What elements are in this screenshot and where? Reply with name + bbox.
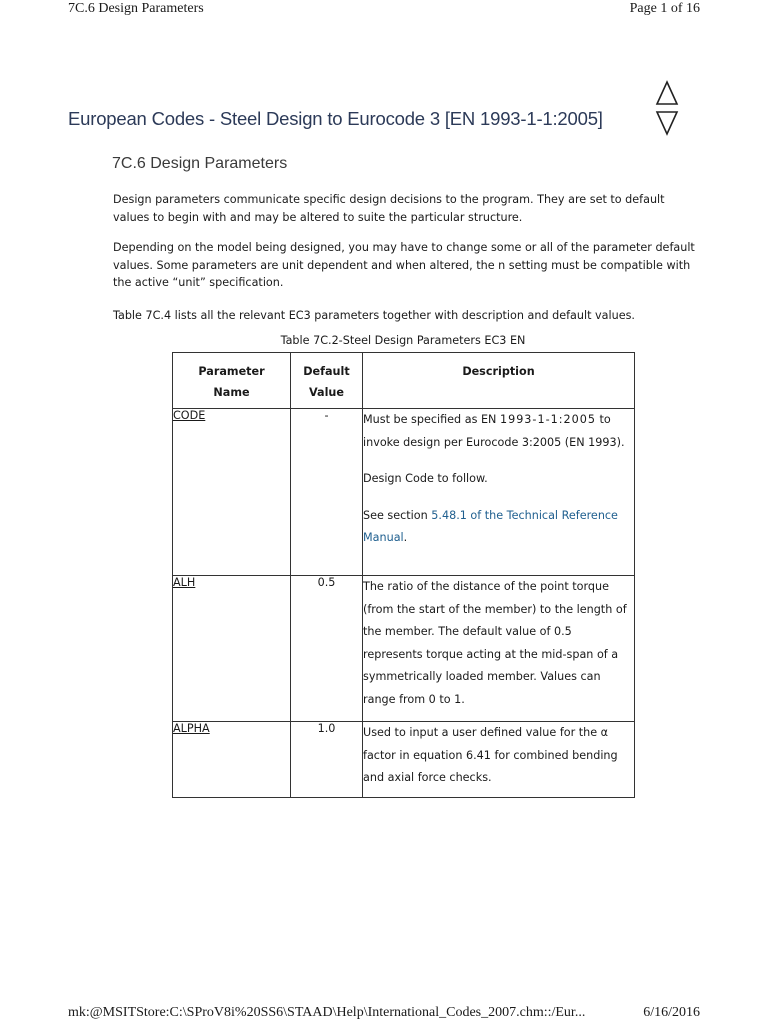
- param-description-cell: Must be specified as EN 1993-1-1:2005 to invoke design per Eurocode 3:2005 (EN 1993). Design Code to follow. See section 5.48.1 of the Technical Reference Manual.: [363, 409, 635, 576]
- page-number: Page 1 of 16: [629, 1, 700, 16]
- parameters-table: [172, 352, 635, 798]
- page-header-title: 7C.6 Design Parameters: [68, 1, 204, 16]
- param-name-cell: [173, 576, 291, 722]
- param-code-link[interactable]: CODE: [173, 409, 206, 422]
- param-alpha-link[interactable]: ALPHA: [173, 722, 210, 735]
- table-header-row: [173, 353, 635, 409]
- param-alh-link[interactable]: ALH: [173, 576, 196, 589]
- param-value-cell: 1.0: [291, 722, 363, 798]
- technical-reference-link[interactable]: 5.48.1 of the Technical Reference Manual: [363, 508, 618, 544]
- scroll-down-arrow-icon[interactable]: [655, 110, 679, 136]
- page-title: European Codes - Steel Design to Eurocode 3 [EN 1993-1-1:2005]: [68, 108, 603, 129]
- footer-date: 6/16/2016: [643, 1005, 700, 1020]
- param-value-cell: -: [291, 409, 363, 576]
- scroll-up-arrow-icon[interactable]: [655, 80, 679, 106]
- header-parameter-name: Parameter Name: [173, 353, 291, 409]
- header-default-value: Default Value: [291, 353, 363, 409]
- parameters-paragraph: Depending on the model being designed, you may have to change some or all of the parameter default values. Some parameters are unit dependent and when altered, the n setting must be compatible with the active “unit” specification.: [113, 241, 695, 289]
- table-row: [173, 409, 635, 576]
- param-name-cell: [173, 409, 291, 576]
- section-heading: 7C.6 Design Parameters: [112, 155, 288, 172]
- table-row: [173, 722, 635, 798]
- table-reference-paragraph: Table 7C.4 lists all the relevant EC3 parameters together with description and default values.: [113, 309, 635, 322]
- table-row: [173, 576, 635, 722]
- table-caption: Table 7C.2-Steel Design Parameters EC3 EN: [280, 334, 526, 347]
- param-name-cell: [173, 722, 291, 798]
- param-value-cell: 0.5: [291, 576, 363, 722]
- intro-paragraph: Design parameters communicate specific design decisions to the program. They are set to default values to begin with and may be altered to suite the particular structure.: [113, 193, 665, 224]
- footer-source-path: mk:@MSITStore:C:\SProV8i%20SS6\STAAD\Help\International_Codes_2007.chm::/Eur...: [68, 1005, 586, 1020]
- header-description: Description: [363, 353, 635, 409]
- param-description-cell: Used to input a user defined value for the α factor in equation 6.41 for combined bending and axial force checks.: [363, 722, 635, 798]
- param-description-cell: The ratio of the distance of the point torque (from the start of the member) to the length of the member. The default value of 0.5 represents torque acting at the mid-span of a symmetrically loaded member. Values can range from 0 to 1.: [363, 576, 635, 722]
